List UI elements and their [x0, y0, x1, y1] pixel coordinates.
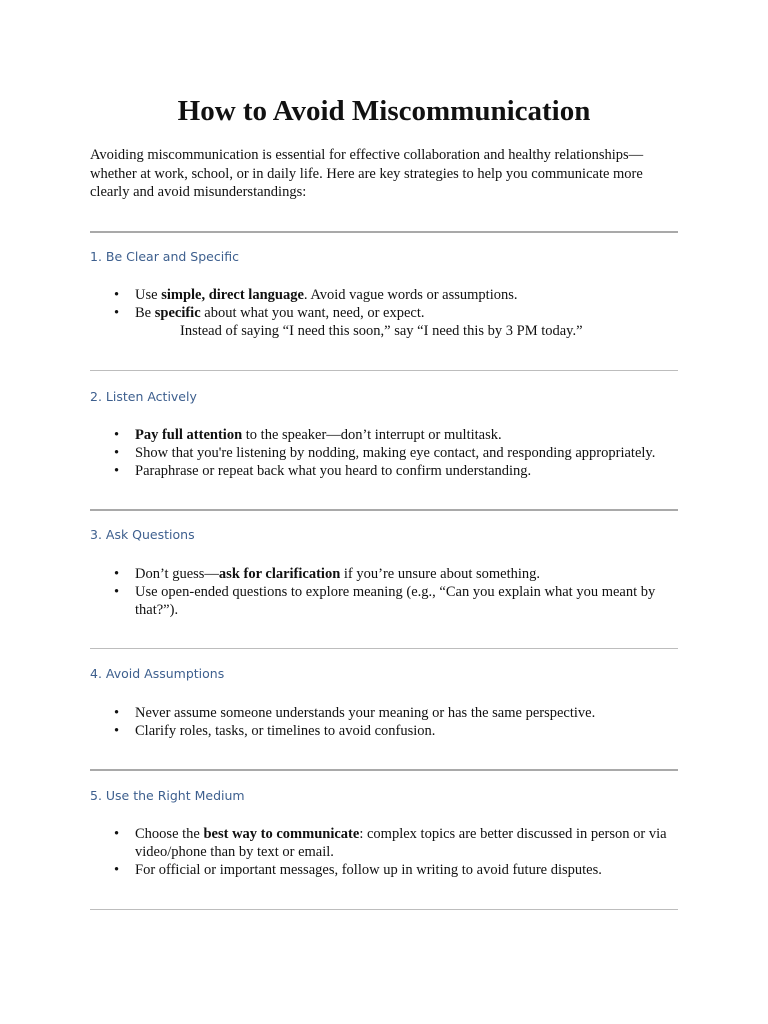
item-text-bold: best way to communicate	[203, 826, 360, 842]
bullet-icon: •	[114, 463, 120, 479]
item-text: Never assume someone understands your meaning or has the same perspective.	[135, 705, 596, 721]
bullet-icon: •	[114, 584, 120, 600]
list-item	[90, 286, 680, 304]
section-divider	[90, 648, 678, 649]
item-text-bold: specific	[154, 305, 201, 321]
item-text-post: . Avoid vague words or assumptions.	[303, 287, 518, 303]
bullet-icon: •	[114, 723, 120, 739]
item-text-post: : complex topics are better discussed in person or via video/phone than by text or email.	[135, 826, 667, 860]
list-item	[90, 861, 680, 879]
section-list-ask-questions	[90, 565, 680, 619]
item-text: Show that you're listening by nodding, making eye contact, and responding appropriately.	[135, 445, 656, 461]
example-text: Instead of saying “I need this soon,” say “I need this by 3 PM today.”	[180, 323, 583, 339]
list-item	[90, 565, 680, 583]
item-text-bold: Pay full attention	[135, 427, 243, 443]
bullet-icon: •	[114, 445, 120, 461]
item-text: For official or important messages, follow up in writing to avoid future disputes.	[135, 862, 602, 878]
list-item	[90, 426, 680, 444]
section-list-listen-actively	[90, 426, 680, 480]
item-text-post: about what you want, need, or expect.	[200, 305, 425, 321]
section-divider	[90, 909, 678, 910]
list-item	[90, 704, 680, 722]
item-text-pre: Be	[135, 305, 155, 321]
item-text-bold: ask for clarification	[218, 566, 341, 582]
list-item	[90, 304, 680, 340]
list-item	[90, 722, 680, 740]
page-title: How to Avoid Miscommunication	[177, 95, 591, 127]
section-divider	[90, 509, 678, 511]
item-text-pre: Don’t guess—	[135, 566, 219, 582]
bullet-icon: •	[114, 566, 120, 582]
bullet-icon: •	[114, 826, 120, 842]
bullet-icon: •	[114, 862, 120, 878]
item-text-pre: Choose the	[135, 826, 204, 842]
item-text-bold: simple, direct language	[161, 287, 304, 303]
section-list-avoid-assumptions	[90, 704, 680, 740]
list-item	[90, 825, 680, 861]
section-heading-right-medium: 5. Use the Right Medium	[90, 788, 245, 803]
section-heading-avoid-assumptions: 4. Avoid Assumptions	[90, 666, 225, 681]
list-item	[90, 462, 680, 480]
item-text-post: if you’re unsure about something.	[340, 566, 541, 582]
section-heading-listen-actively: 2. Listen Actively	[90, 389, 197, 404]
section-divider	[90, 370, 678, 371]
intro-paragraph: Avoiding miscommunication is essential for effective collaboration and healthy relationships—whether at work, school, or in daily life. Here are key strategies to help you communicate more clearly and avoid misunderstandings:	[90, 147, 644, 200]
section-list-clear-specific	[90, 286, 680, 340]
bullet-icon: •	[114, 287, 120, 303]
item-text-pre: Use	[135, 287, 162, 303]
list-item	[90, 444, 680, 462]
item-text-post: to the speaker—don’t interrupt or multitask.	[242, 427, 502, 443]
section-heading-clear-specific: 1. Be Clear and Specific	[90, 249, 239, 264]
section-divider	[90, 231, 678, 233]
bullet-icon: •	[114, 427, 120, 443]
item-text: Clarify roles, tasks, or timelines to avoid confusion.	[135, 723, 436, 739]
bullet-icon: •	[114, 305, 120, 321]
section-list-right-medium	[90, 825, 680, 879]
section-heading-ask-questions: 3. Ask Questions	[90, 527, 195, 542]
item-text: Use open-ended questions to explore meaning (e.g., “Can you explain what you meant by that?”).	[135, 584, 656, 618]
section-divider	[90, 769, 678, 771]
bullet-icon: •	[114, 705, 120, 721]
item-text: Paraphrase or repeat back what you heard to confirm understanding.	[135, 463, 532, 479]
list-item	[90, 583, 680, 619]
